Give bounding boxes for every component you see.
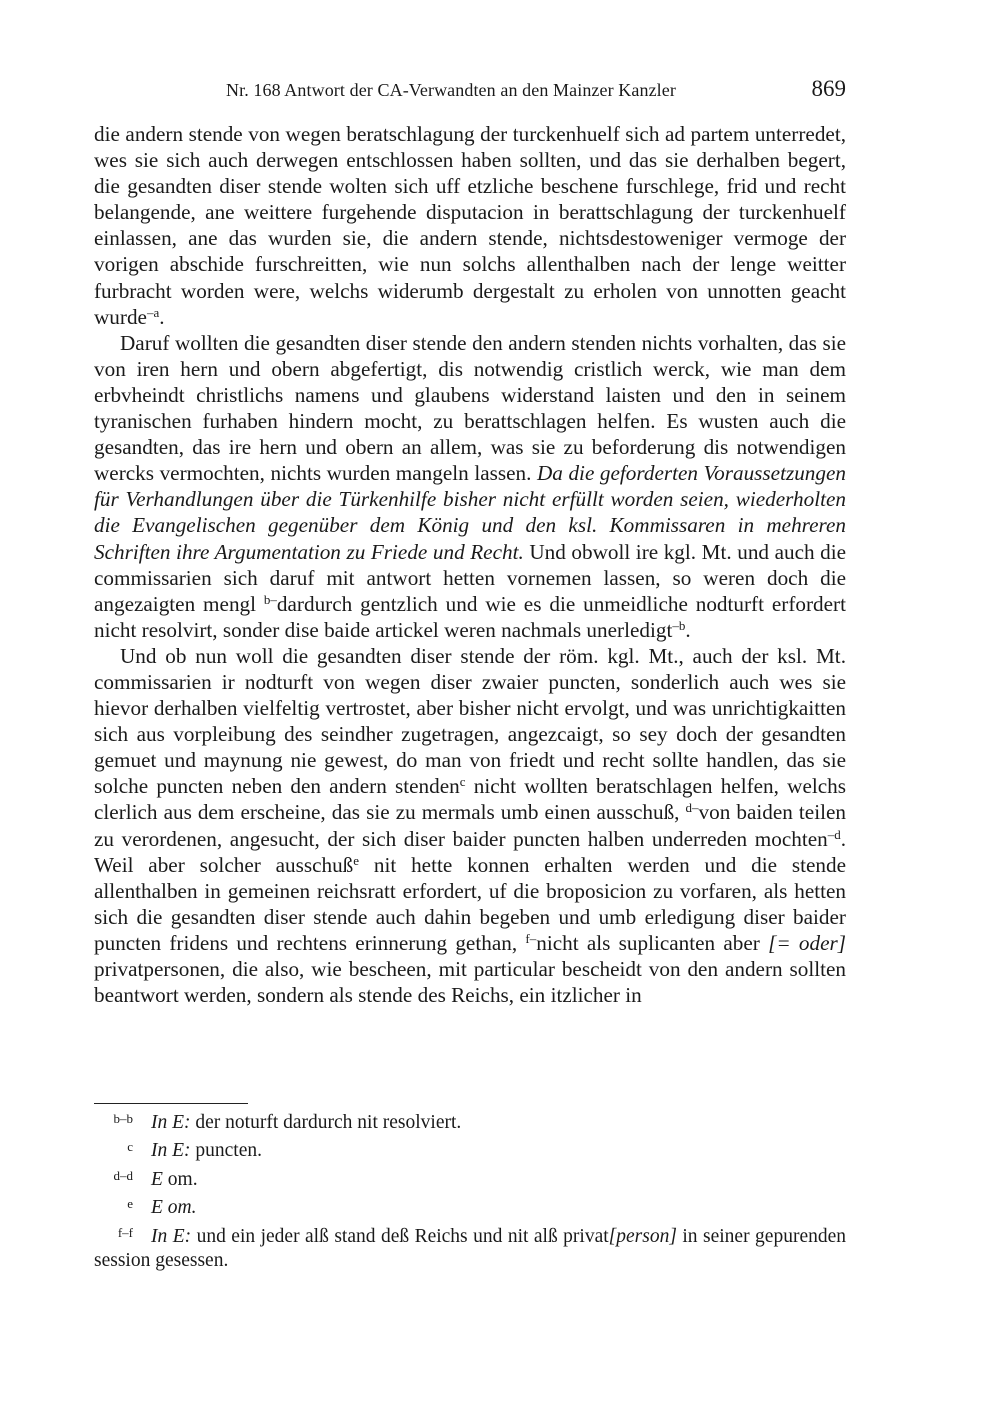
footnote-marker: b– bbox=[263, 591, 277, 607]
footnote-text: der noturft dardurch nit resolviert. bbox=[190, 1112, 462, 1133]
paragraph-2 bbox=[94, 330, 846, 643]
text-run: . Weil aber solcher ausschuß bbox=[94, 826, 846, 877]
footnote-marker: d– bbox=[685, 800, 699, 816]
text-run: von baiden teilen zu verordenen, angesucht, der sich diser baider puncten halben underreden mochten bbox=[94, 800, 846, 851]
footnote-label: b–b bbox=[113, 1111, 133, 1126]
footnote-marker: –b bbox=[672, 617, 686, 633]
footnote bbox=[94, 1221, 846, 1274]
footnote-text: puncten. bbox=[190, 1140, 263, 1162]
footnote bbox=[94, 1135, 846, 1163]
footnote-italic: In E: bbox=[151, 1140, 191, 1162]
editorial-summary: Da die geforderten Voraussetzungen für Verhandlungen über die Türkenhilfe bisher nicht erfüllt worden seien, wiederholten die Evangelischen gegenüber dem König und den ksl. Kommissaren in mehreren Schriften ihre Argumentation zu Friede und Recht. bbox=[94, 461, 846, 564]
footnote bbox=[94, 1164, 846, 1192]
text-run: Daruf wollten die gesandten diser stende den andern stenden nichts vorhalten, das sie von iren hern und obern abgefertigt, dis notwendig cristlich werck, wie man dem erbvheindt christlichs namens und glaubens widerstand laisten und den in seinem tyranischen furhaben hindern mocht, zu berattschlagen helfen. Es wusten auch die gesandten, das ire hern und obern an allem, was sie zu beforderung dis notwendigen wercks vermochten, nichts wurden mangeln lassen. bbox=[94, 330, 846, 486]
text-run: . bbox=[159, 304, 165, 329]
footnote-label: c bbox=[127, 1139, 133, 1155]
footnote-marker: e bbox=[353, 852, 360, 868]
page-header bbox=[94, 76, 846, 110]
running-head: Nr. 168 Antwort der CA-Verwandten an den Mainzer Kanzler bbox=[226, 80, 676, 100]
text-run: nicht wollten beratschlagen helfen, welchs clerlich aus dem erscheine, das sie zu mermals umb einen ausschuß, bbox=[94, 774, 846, 825]
footnote-text: und ein jeder alß stand deß Reichs und nit alß privat bbox=[191, 1225, 609, 1247]
text-run: Und ob nun woll die gesandten diser stende der röm. kgl. Mt., auch der ksl. Mt. commissarien ir nodturft von wegen diser zwaier puncten, sonderlich auch wes sie hievor derhalben vielfeltig vertrostet, aber bisher nicht ervolgt, und was unrichtigkaitten sich aus vorpleibung des seindher zugetragen, angezcaigt, so sey doch der gesandten gemuet und maynung nie gewest, do man von friedt und recht sollte handlen, das sie solche puncten neben den andern stenden bbox=[94, 643, 846, 799]
footnote-separator bbox=[94, 1103, 248, 1104]
text-run: nicht als suplicanten aber bbox=[536, 930, 769, 955]
page-number: 869 bbox=[811, 76, 846, 101]
footnote-marker: c bbox=[459, 774, 466, 790]
footnote-italic: E bbox=[151, 1168, 163, 1190]
paragraph-3 bbox=[94, 643, 846, 1008]
footnote-italic: In E: bbox=[151, 1112, 191, 1133]
footnote bbox=[94, 1192, 846, 1220]
footnote-marker: –a bbox=[146, 304, 160, 320]
main-text bbox=[94, 121, 846, 1008]
footnote-italic: In E: bbox=[151, 1225, 192, 1247]
footnote-marker: –d bbox=[827, 826, 841, 842]
footnote-italic: [person] bbox=[608, 1225, 677, 1247]
footnote-label: d–d bbox=[113, 1167, 133, 1183]
text-run: privatpersonen, die also, wie bescheen, mit particular bescheidt von den andern sollten beantwort werden, sondern als stende des Reichs, ein itzlicher in bbox=[94, 957, 846, 1008]
footnote-label: f–f bbox=[117, 1224, 133, 1240]
footnote-label: e bbox=[127, 1196, 133, 1212]
text-run: dardurch gentzlich und wie es die unmeidliche nodturft erfordert nicht resolvirt, sonder dise baide artickel weren nachmals unerledigt bbox=[94, 591, 846, 642]
text-run: Und obwoll ire kgl. Mt. und auch die commissarien sich daruf mit antwort hetten vornemen lassen, so weren doch die angezaigten mengl bbox=[94, 539, 847, 616]
footnotes bbox=[94, 1107, 846, 1273]
text-run: . bbox=[685, 617, 691, 642]
text-run: nit hette konnen erhalten werden und die stende allenthalben in gemeinen reichsratt erfordert, uf die broposicion zu vorfaren, als hetten sich die gesandten diser stende auch dahin begeben und umb erledigung diser baider puncten fridens und rechtens erinnerung gethan, bbox=[94, 852, 846, 955]
footnote bbox=[94, 1107, 846, 1135]
paragraph-1 bbox=[94, 121, 846, 330]
footnote-text: in seiner gepurenden session gesessen. bbox=[94, 1225, 847, 1272]
footnote-marker: f– bbox=[525, 930, 537, 946]
text-run: die andern stende von wegen beratschlagung der turckenhuelf sich ad partem unterredet, wes sie sich auch derwegen entschlossen haben sollten, und das sie derhalben begert, die gesandten diser stende wolten sich uff etzliche beschene furschlege, frid und recht belangende, ane weittere furgehende disputacion in berattschlagung der turckenhuelf einlassen, ane das wurden sie, die andern stende, nichtsdestoweniger vermoge der vorigen abschide furschreitten, wie nun solchs allenthalben nach der lenge weitter furbracht worden were, welchs widerumb dergestalt zu erholen von unnotten geacht wurde bbox=[94, 122, 846, 329]
footnote-italic: E om. bbox=[151, 1197, 197, 1219]
footnote-text: om. bbox=[162, 1168, 198, 1190]
editorial-insertion: [= oder] bbox=[768, 930, 846, 955]
